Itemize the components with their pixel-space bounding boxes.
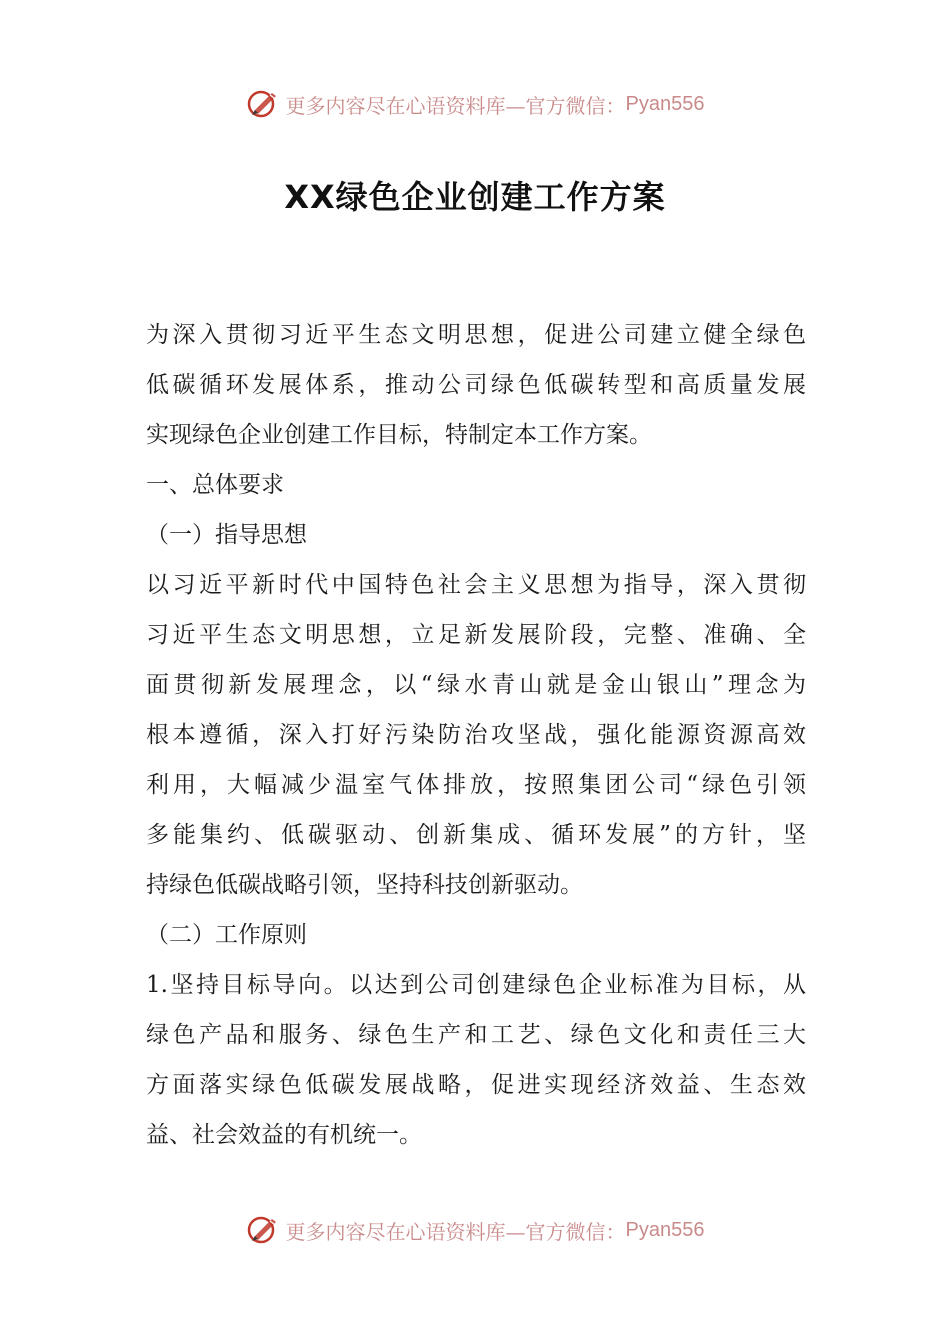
section-heading: 一、总体要求 (146, 472, 284, 498)
body-line: 利用，大幅减少温室气体排放，按照集团公司“绿色引领 (146, 772, 806, 798)
body-line: 绿色产品和服务、绿色生产和工艺、绿色文化和责任三大 (146, 1022, 806, 1048)
body-line: 面贯彻新发展理念，以“绿水青山就是金山银山”理念为 (146, 672, 806, 698)
body-line: 多能集约、低碳驱动、创新集成、循环发展”的方针，坚 (146, 822, 806, 848)
subsection-heading: （一）指导思想 (146, 522, 307, 548)
body-line: 实现绿色企业创建工作目标，特制定本工作方案。 (146, 422, 652, 448)
body-line: 为深入贯彻习近平生态文明思想，促进公司建立健全绿色 (146, 322, 806, 348)
document-body (146, 310, 806, 1160)
pen-logo-icon (246, 87, 280, 121)
body-line: 根本遵循，深入打好污染防治攻坚战，强化能源资源高效 (146, 722, 806, 748)
watermark-text: 更多内容尽在心语资料库—官方微信： (285, 1219, 626, 1244)
body-line: 以习近平新时代中国特色社会主义思想为指导，深入贯彻 (146, 572, 806, 598)
subsection-heading: （二）工作原则 (146, 922, 307, 948)
body-line: 益、社会效益的有机统一。 (146, 1122, 422, 1148)
watermark-wechat-id: Pyan556 (625, 92, 705, 115)
body-line: 低碳循环发展体系，推动公司绿色低碳转型和高质量发展 (146, 372, 806, 398)
body-line: 持绿色低碳战略引领，坚持科技创新驱动。 (146, 872, 583, 898)
body-line: 习近平生态文明思想，立足新发展阶段，完整、准确、全 (146, 622, 806, 648)
watermark-banner-top (0, 84, 950, 124)
body-line: 1.坚持目标导向。以达到公司创建绿色企业标准为目标，从 (146, 972, 806, 998)
body-line: 方面落实绿色低碳发展战略，促进实现经济效益、生态效 (146, 1072, 806, 1098)
watermark-wechat-id: Pyan556 (625, 1218, 705, 1241)
pen-logo-icon (246, 1213, 280, 1247)
document-title: XX绿色企业创建工作方案 (284, 178, 666, 216)
watermark-text: 更多内容尽在心语资料库—官方微信： (285, 93, 626, 118)
watermark-banner-bottom (0, 1210, 950, 1250)
